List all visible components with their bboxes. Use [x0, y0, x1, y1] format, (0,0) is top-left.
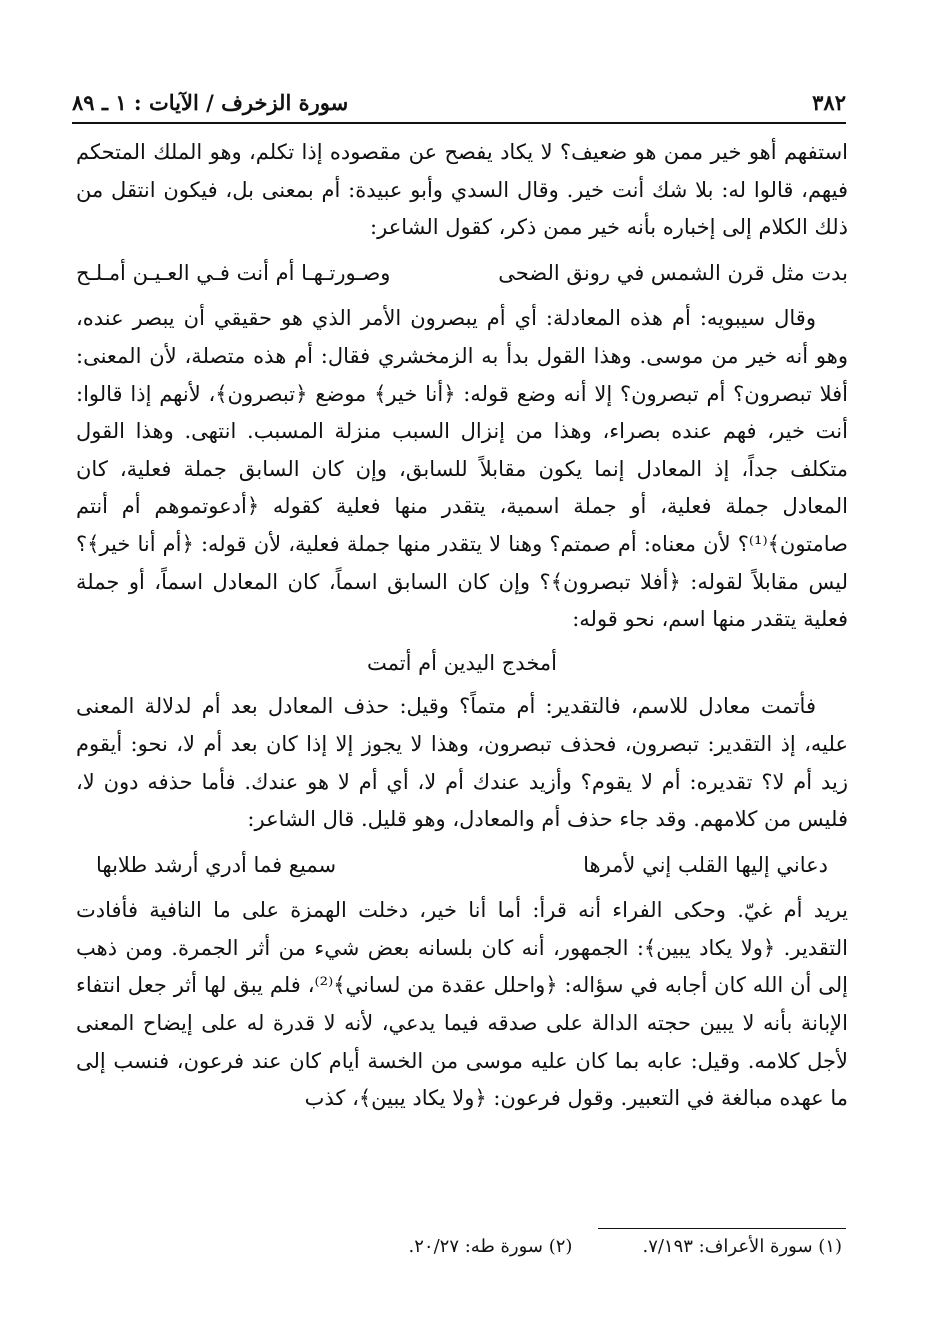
page-number: ٣٨٢	[812, 90, 846, 115]
poetry-verse-1	[76, 255, 848, 293]
paragraph-3: فأتمت معادل للاسم، فالتقدير: أم متماً؟ وقيل: حذف المعادل بعد أم لدلالة المعنى عليه، إذ التقدير: تبصرون، فحذف تبصرون، وهذا لا يجوز إلا إذا كان بعد أم لا، نحو: أيقوم زيد أم لا؟ تقديره: أم لا يقوم؟ وأزيد عندك أم لا، أي أم لا هو عندك. فأما حذفه دون لا، فليس من كلامهم. وقد جاء حذف أم والمعادل، وهو قليل. قال الشاعر:	[76, 694, 848, 832]
running-title: سورة الزخرف / الآيات : ١ ـ ٨٩	[72, 90, 349, 115]
verse-3-first-hemistich: دعاني إليها القلب إني لأمرها	[583, 852, 828, 877]
page-header	[72, 88, 846, 124]
footnote-divider	[598, 1228, 846, 1229]
poetry-verse-2: أمخدج اليدين أم أتمت	[367, 650, 557, 675]
verse-3-second-hemistich: سميع فما أدري أرشد طلابها	[96, 852, 337, 877]
paragraph-2: وقال سيبويه: أم هذه المعادلة: أي أم يبصرون الأمر الذي هو حقيقي أن يبصر عنده، وهو أنه خير من موسى. وهذا القول بدأ به الزمخشري فقال: أم هذه متصلة، لأن المعنى: أفلا تبصرون؟ أم تبصرون؟ إلا أنه وضع قوله: ﴿أنا خير﴾ موضع ﴿تبصرون﴾، لأنهم إذا قالوا: أنت خير، فهم عنده بصراء، وهذا من إنزال السبب منزلة المسبب. انتهى. وهذا القول متكلف جداً، إذ المعادل إنما يكون مقابلاً للسابق، وإن كان السابق جملة فعلية، كان المعادل جملة فعلية، أو جملة اسمية، يتقدر منها فعلية كقوله ﴿أدعوتموهم أم أنتم صامتون﴾⁽¹⁾؟ لأن معناه: أم صمتم؟ وهنا لا يتقدر منها جملة فعلية، لأن قوله: ﴿أم أنا خير﴾؟ ليس مقابلاً لقوله: ﴿أفلا تبصرون﴾؟ وإن كان السابق اسماً، كان المعادل اسماً، أو جملة فعلية يتقدر منها اسم، نحو قوله:	[76, 306, 848, 632]
footnotes	[76, 1236, 842, 1257]
paragraph-1: استفهم أهو خير ممن هو ضعيف؟ لا يكاد يفصح عن مقصوده إذا تكلم، وهو الملك المتحكم فيهم، قالوا له: بلا شك أنت خير. وقال السدي وأبو عبيدة: أم بمعنى بل، فيكون انتقل من ذلك الكلام إلى إخباره بأنه خير ممن ذكر، كقول الشاعر:	[76, 140, 848, 240]
paragraph-4: يريد أم غيّ. وحكى الفراء أنه قرأ: أما أنا خير، دخلت الهمزة على ما النافية فأفادت التقدير. ﴿ولا يكاد يبين﴾: الجمهور، أنه كان بلسانه بعض شيء من أثر الجمرة. ومن ذهب إلى أن الله كان أجابه في سؤاله: ﴿واحلل عقدة من لساني﴾⁽²⁾، فلم يبق لها أثر جعل انتفاء الإبانة بأنه لا يبين حجته الدالة على صدقه فيما يدعي، لأنه لا قدرة له على إيضاح المعنى لأجل كلامه. وقيل: عابه بما كان عليه موسى من الخسة أيام كان عند فرعون، فنسب إلى ما عهده مبالغة في التعبير. وقول فرعون: ﴿ولا يكاد يبين﴾، كذب	[76, 898, 848, 1111]
poetry-verse-3	[76, 847, 848, 885]
page-body	[76, 134, 848, 1118]
footnote-2: (٢) سورة طه: ٢٠/٢٧.	[408, 1236, 573, 1257]
verse-1-second-hemistich: وصـورتـهـا أم أنت فـي العـيـن أمـلـح	[76, 260, 391, 285]
footnote-1: (١) سورة الأعراف: ٧/١٩٣.	[642, 1236, 842, 1257]
verse-1-first-hemistich: بدت مثل قرن الشمس في رونق الضحى	[498, 260, 848, 285]
